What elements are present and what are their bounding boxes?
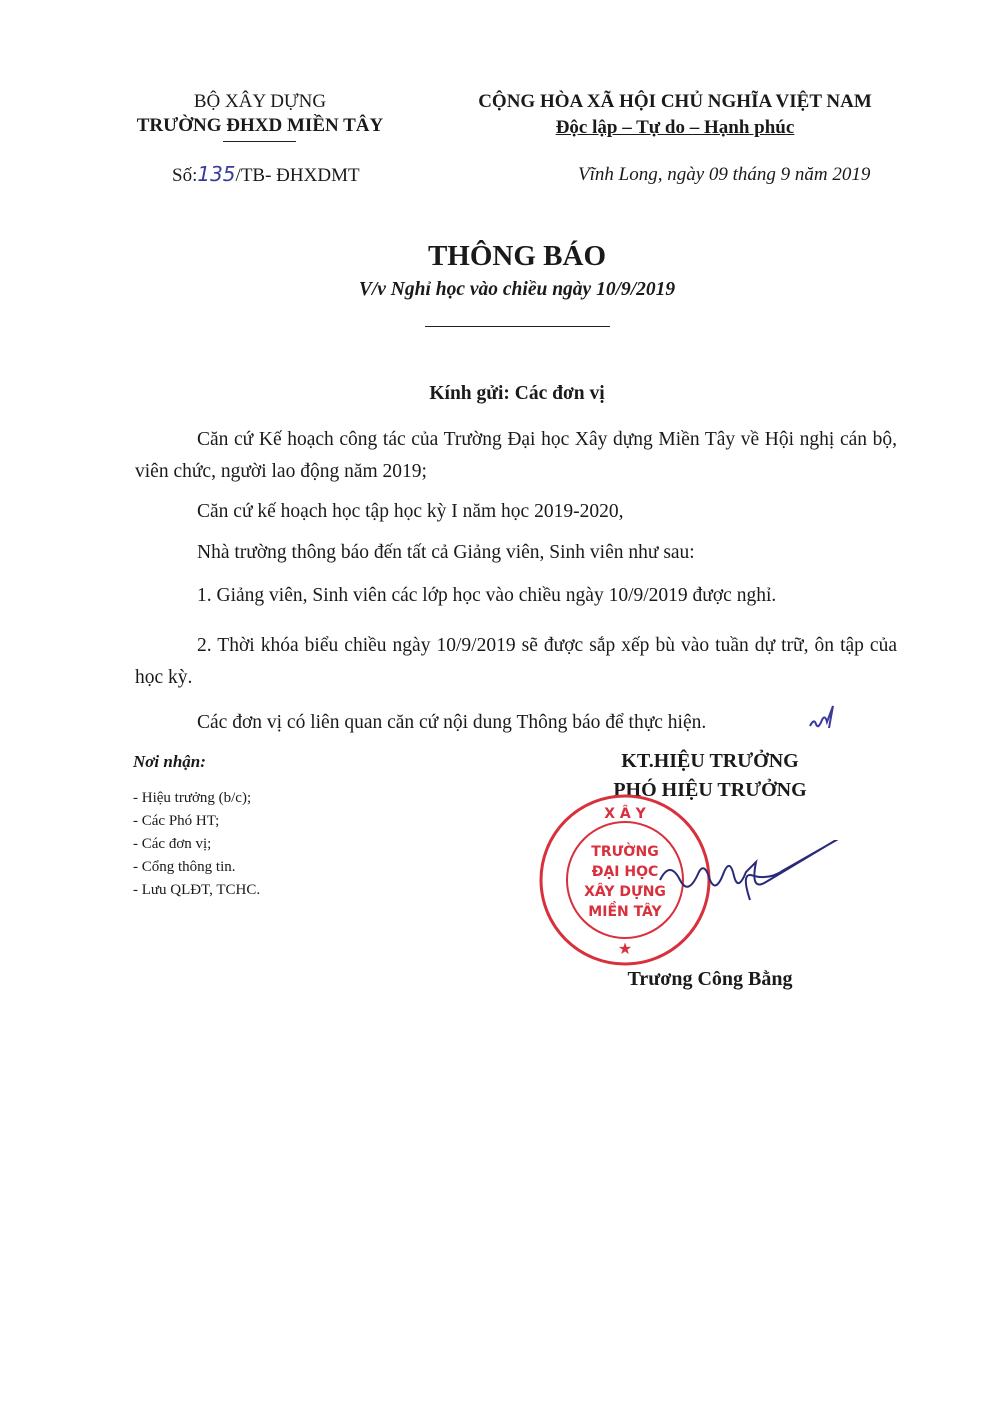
recipient-item: - Lưu QLĐT, TCHC.: [133, 882, 261, 898]
signature-title-2: PHÓ HIỆU TRƯỞNG: [613, 779, 807, 801]
item-1: 1. Giảng viên, Sinh viên các lớp học vào chiều ngày 10/9/2019 được nghỉ.: [197, 585, 777, 606]
item-2: 2. Thời khóa biểu chiều ngày 10/9/2019 sẽ được sắp xếp bù vào tuần dự trữ, ôn tập của học kỳ.: [135, 635, 897, 688]
svg-text:MIỀN TÂY: MIỀN TÂY: [588, 904, 662, 920]
signature-title-1: KT.HIỆU TRƯỞNG: [621, 750, 799, 772]
number-prefix: Số:: [172, 165, 198, 186]
header-left-rule: [223, 141, 296, 142]
paragraph-basis-2: Căn cứ kế hoạch học tập học kỳ I năm học 2019-2020,: [197, 501, 624, 522]
school-name: TRƯỜNG ĐHXD MIỀN TÂY: [136, 115, 384, 136]
national-title: CỘNG HÒA XÃ HỘI CHỦ NGHĨA VIỆT NAM: [478, 91, 872, 112]
svg-text:ĐẠI HỌC: ĐẠI HỌC: [591, 864, 659, 880]
recipient-item: - Các đơn vị;: [133, 836, 212, 852]
ministry-name: BỘ XÂY DỰNG: [193, 91, 327, 112]
date-line: Vĩnh Long, ngày 09 tháng 9 năm 2019: [578, 164, 871, 185]
paragraph-basis-1: Căn cứ Kế hoạch công tác của Trường Đại học Xây dựng Miền Tây về Hội nghị cán bộ, viên chức, người lao động năm 2019;: [135, 429, 897, 482]
handwritten-signature: [640, 840, 880, 920]
recipient-item: - Hiệu trưởng (b/c);: [133, 790, 252, 806]
notice-title: THÔNG BÁO: [427, 240, 607, 272]
recipient-item: - Cổng thông tin.: [133, 859, 236, 875]
recipients-heading: Nơi nhận:: [133, 752, 206, 771]
initials-mark: [806, 700, 846, 736]
number-handwritten: 135: [197, 162, 236, 186]
svg-text:XÂY DỰNG: XÂY DỰNG: [584, 884, 666, 900]
notice-subject: V/v Nghỉ học vào chiều ngày 10/9/2019: [358, 279, 676, 300]
national-motto: Độc lập – Tự do – Hạnh phúc: [555, 117, 795, 138]
number-suffix: /TB- ĐHXDMT: [235, 165, 360, 186]
title-divider: [425, 326, 610, 327]
document-number: [172, 162, 360, 187]
closing-paragraph: Các đơn vị có liên quan căn cứ nội dung Thông báo để thực hiện.: [197, 712, 707, 733]
greeting: Kính gửi: Các đơn vị: [429, 383, 605, 404]
svg-text:X Â Y: X Â Y: [604, 806, 646, 822]
recipient-item: - Các Phó HT;: [133, 813, 220, 829]
signer-name: Trương Công Bằng: [627, 968, 793, 990]
svg-text:TRƯỜNG: TRƯỜNG: [591, 844, 659, 860]
paragraph-announcement: Nhà trường thông báo đến tất cả Giảng viên, Sinh viên như sau:: [197, 542, 695, 563]
svg-text:★: ★: [617, 941, 633, 958]
